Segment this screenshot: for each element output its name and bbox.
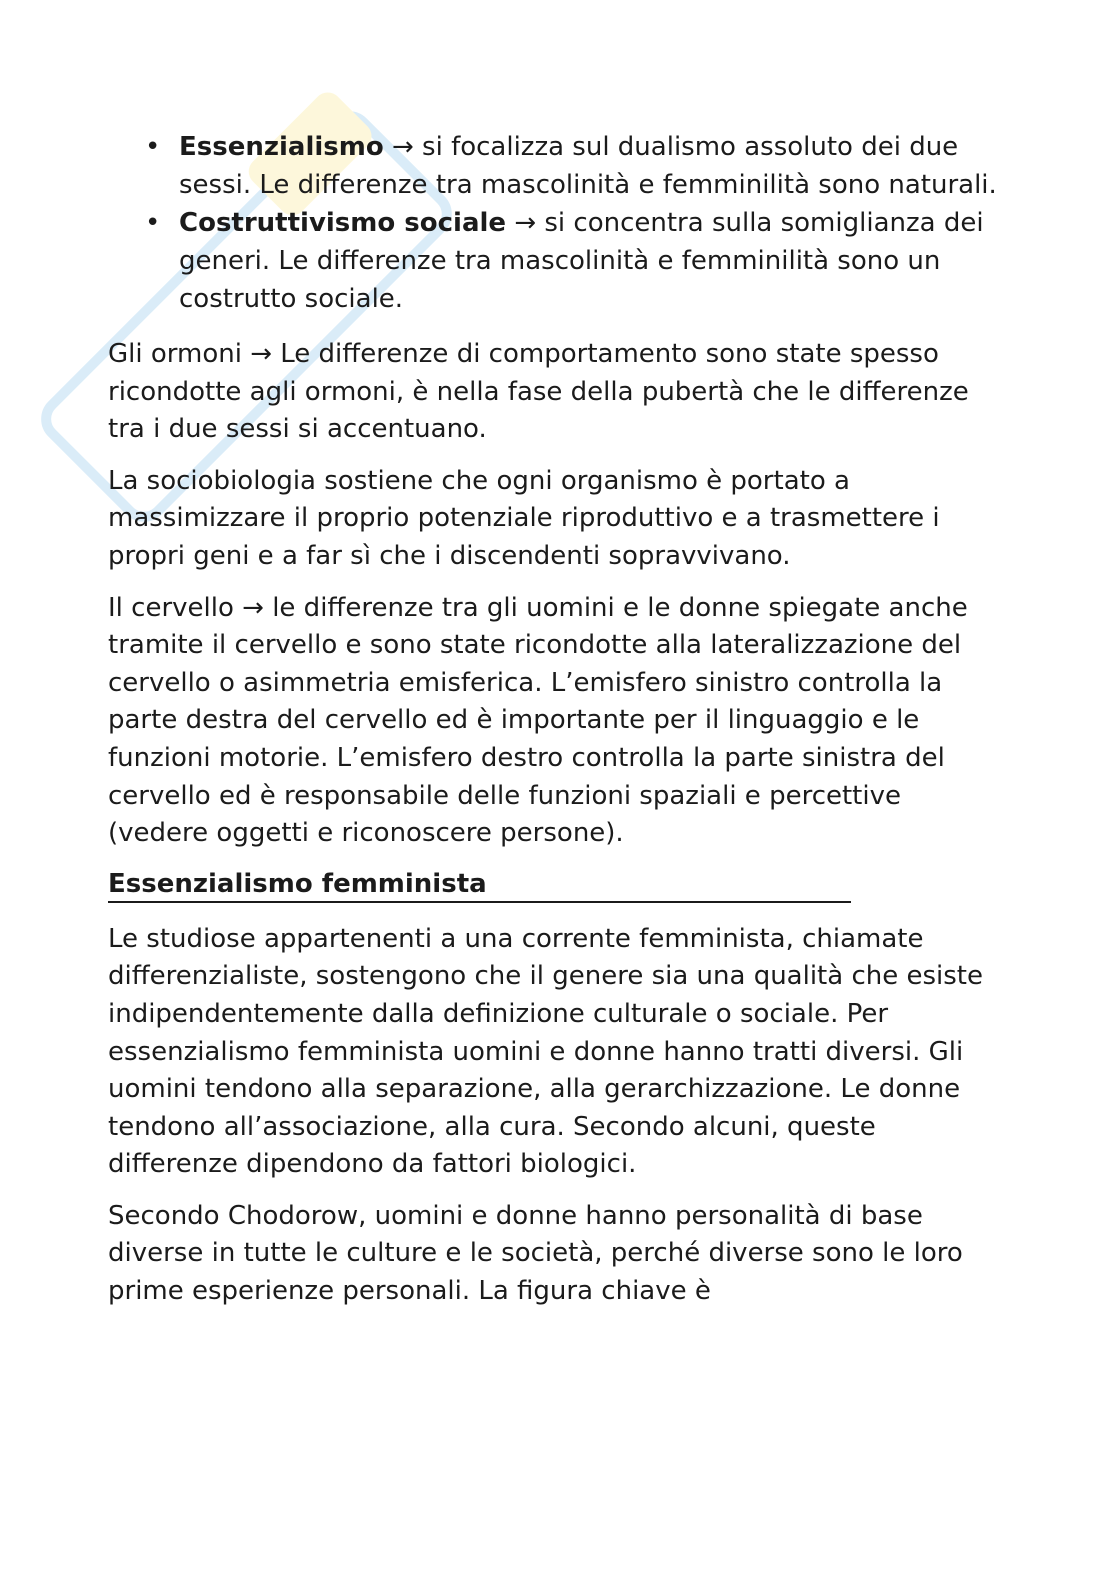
bullet-term: Essenzialismo <box>179 132 384 162</box>
bullet-list <box>108 128 1008 318</box>
paragraph-text: Le differenze di comportamento sono state spesso ricondotte agli ormoni, è nella fase della pubertà che le differenze tra i due sessi si accentuano. <box>108 339 969 445</box>
section-heading: Essenzialismo femminista <box>108 867 851 903</box>
paragraph-text: le differenze tra gli uomini e le donne spiegate anche tramite il cervello e sono state ricondotte alla lateralizzazione del cervello o asimmetria emisferica. L’emisfero sinistro controlla la parte destra del cervello ed è importante per il linguaggio e le funzioni motorie. L’emisfero destro controlla la parte sinistra del cervello ed è responsabile delle funzioni spaziali e percettive (vedere oggetti e riconoscere persone). <box>108 592 968 849</box>
list-item <box>108 204 1008 318</box>
bullet-dot-icon: • <box>145 132 161 162</box>
bullet-text: si focalizza sul dualismo assoluto dei due sessi. Le differenze tra mascolinità e femminilità sono naturali. <box>179 132 997 200</box>
arrow-icon: → <box>391 132 414 162</box>
paragraph-chodorow: Secondo Chodorow, uomini e donne hanno personalità di base diverse in tutte le culture e le società, perché diverse sono le loro prime esperienze personali. La figura chiave è <box>108 1200 963 1307</box>
paragraph-studiose: Le studiose appartenenti a una corrente femminista, chiamate differenzialiste, sostengono che il genere sia una qualità che esiste indipendentemente dalla definizione culturale o sociale. Per essenzialismo femminista uomini e donne hanno tratti diversi. Gli uomini tendono alla separazione, alla gerarchizzazione. Le donne tendono all’associazione, alla cura. Secondo alcuni, queste differenze dipendono da fattori biologici. <box>108 923 983 1180</box>
bullet-dot-icon: • <box>145 208 161 238</box>
paragraph-lead: Il cervello <box>108 592 243 623</box>
paragraph-lead: Gli ormoni <box>108 339 251 369</box>
arrow-icon: → <box>514 208 537 238</box>
arrow-icon: → <box>242 592 264 623</box>
bullet-text: si concentra sulla somiglianza dei generi. Le differenze tra mascolinità e femminilità sono un costrutto sociale. <box>179 208 984 314</box>
paragraph-cervello <box>108 590 1008 853</box>
paragraph-ormoni <box>108 336 1008 449</box>
bullet-term: Costruttivismo sociale <box>179 208 507 238</box>
list-item <box>108 128 1008 204</box>
arrow-icon: → <box>250 339 272 369</box>
document-page <box>108 128 1008 1325</box>
paragraph-sociobiologia: La sociobiologia sostiene che ogni organismo è portato a massimizzare il proprio potenziale riproduttivo e a trasmettere i propri geni e a far sì che i discendenti sopravvivano. <box>108 465 940 571</box>
